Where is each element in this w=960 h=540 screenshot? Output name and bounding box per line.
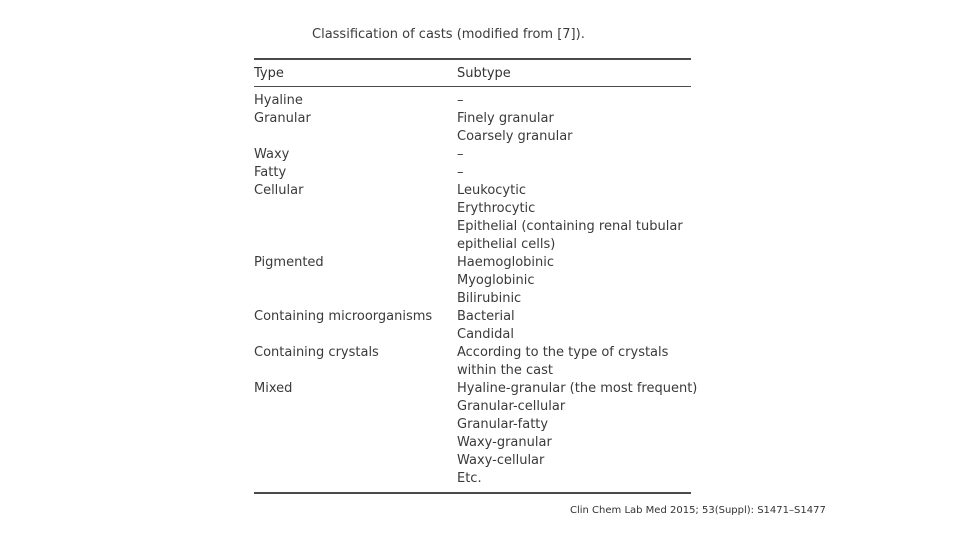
subtype-cell: Myoglobinic (457, 273, 535, 288)
subtype-cell: – (457, 147, 464, 162)
subtype-cell: Leukocytic (457, 183, 526, 198)
subtype-cell: epithelial cells) (457, 237, 556, 252)
type-cell: Containing crystals (254, 345, 379, 360)
subtype-cell: Etc. (457, 471, 482, 486)
subtype-cell: – (457, 165, 464, 180)
type-column-header: Type (254, 66, 284, 81)
subtype-cell: Waxy-granular (457, 435, 552, 450)
type-cell: Granular (254, 111, 311, 126)
subtype-cell: within the cast (457, 363, 554, 378)
subtype-cell: Candidal (457, 327, 514, 342)
subtype-cell: Haemoglobinic (457, 255, 555, 270)
type-cell: Fatty (254, 165, 287, 180)
header-rule (254, 86, 691, 87)
subtype-cell: Granular-cellular (457, 399, 566, 414)
subtype-column-header: Subtype (457, 66, 511, 81)
type-cell: Cellular (254, 183, 304, 198)
subtype-cell: Bilirubinic (457, 291, 522, 306)
type-cell: Mixed (254, 381, 293, 396)
subtype-cell: Granular-fatty (457, 417, 549, 432)
type-cell: Waxy (254, 147, 290, 162)
subtype-cell: Hyaline-granular (the most frequent) (457, 381, 698, 396)
table-bottom-rule (254, 492, 691, 494)
subtype-cell: Erythrocytic (457, 201, 536, 216)
subtype-cell: Finely granular (457, 111, 554, 126)
citation: Clin Chem Lab Med 2015; 53(Suppl): S1471–S1477 (570, 505, 826, 516)
subtype-cell: – (457, 93, 464, 108)
type-cell: Hyaline (254, 93, 303, 108)
subtype-cell: Bacterial (457, 309, 515, 324)
subtype-cell: According to the type of crystals (457, 345, 669, 360)
table-top-rule (254, 58, 691, 60)
table-caption: Classification of casts (modified from [7]). (312, 27, 585, 42)
subtype-cell: Coarsely granular (457, 129, 573, 144)
type-cell: Pigmented (254, 255, 324, 270)
subtype-cell: Waxy-cellular (457, 453, 545, 468)
type-cell: Containing microorganisms (254, 309, 433, 324)
subtype-cell: Epithelial (containing renal tubular (457, 219, 683, 234)
